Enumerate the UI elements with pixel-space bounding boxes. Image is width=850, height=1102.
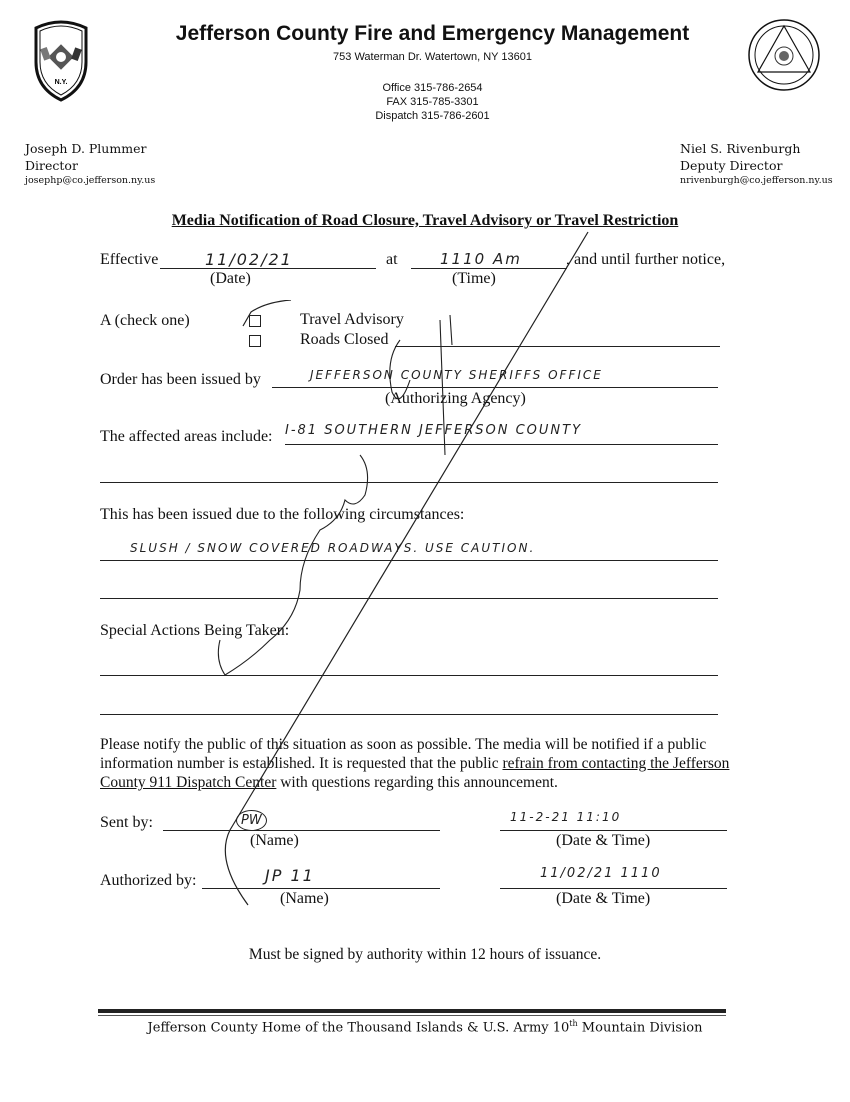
office-phone: Office 315-786-2654 — [382, 82, 483, 94]
form-title: Media Notification of Road Closure, Travel Advisory or Travel Restriction — [171, 212, 679, 229]
deputy-block — [680, 140, 833, 188]
authorized-datetime-field[interactable]: 11/02/21 1110 — [540, 866, 662, 881]
authorized-by-line — [202, 888, 440, 889]
sent-by-label: Sent by: — [100, 814, 153, 831]
issued-by-line — [272, 387, 718, 388]
travel-advisory-checkbox[interactable] — [249, 314, 261, 332]
special-actions-line-2 — [100, 714, 718, 715]
org-address: 753 Waterman Dr. Watertown, NY 13601 — [333, 51, 532, 63]
director-email: josephp@co.jefferson.ny.us — [25, 175, 156, 186]
footer-divider — [98, 1009, 726, 1013]
deputy-email: nrivenburgh@co.jefferson.ny.us — [680, 175, 833, 186]
issued-by-label: Order has been issued by — [100, 371, 261, 388]
authorized-by-label: Authorized by: — [100, 872, 197, 889]
svg-text:N.Y.: N.Y. — [54, 79, 68, 86]
sent-datetime-caption: (Date & Time) — [556, 832, 651, 849]
deputy-title: Deputy Director — [680, 158, 783, 173]
sent-datetime-line — [500, 830, 727, 831]
checkmark-icon — [241, 300, 301, 330]
circumstances-field[interactable]: SLUSH / SNOW COVERED ROADWAYS. USE CAUTION. — [130, 541, 536, 555]
authorized-datetime-line — [500, 888, 727, 889]
effective-label: Effective — [100, 251, 159, 268]
footer-divider-thin — [98, 1015, 726, 1016]
agency-caption: (Authorizing Agency) — [385, 390, 526, 407]
circumstances-line-2 — [100, 598, 718, 599]
notice-underlined: refrain from contacting the Jefferson County 911 Dispatch Center — [100, 755, 730, 791]
roads-closed-checkbox[interactable] — [249, 334, 261, 352]
areas-line — [285, 444, 718, 445]
circumstances-label: This has been issued due to the following circumstances: — [100, 506, 465, 523]
until-text: , and until further notice, — [566, 251, 726, 268]
footer-text-before: Jefferson County Home of the Thousand Islands & U.S. Army 10 — [147, 1020, 570, 1036]
authorized-by-name-caption: (Name) — [280, 890, 329, 907]
circumstances-line — [100, 560, 718, 561]
footer-superscript: th — [569, 1019, 578, 1028]
checkbox-box — [249, 335, 261, 347]
special-actions-line — [100, 675, 718, 676]
director-title: Director — [25, 158, 78, 173]
footer-text — [0, 1019, 850, 1035]
org-name: Jefferson County Fire and Emergency Management — [175, 22, 690, 45]
notice-part-2: with questions regarding this announcement. — [276, 774, 558, 791]
emergency-management-seal-icon — [746, 18, 822, 92]
issued-by-field[interactable]: JEFFERSON COUNTY SHERIFFS OFFICE — [310, 368, 603, 382]
effective-date-field[interactable]: 11/02/21 — [205, 250, 293, 269]
roads-closed-line — [395, 346, 720, 347]
fax-phone: FAX 315-785-3301 — [386, 96, 479, 108]
areas-label: The affected areas include: — [100, 428, 273, 445]
director-block — [25, 140, 155, 188]
authorized-by-field[interactable]: JP 11 — [265, 866, 315, 885]
sent-by-name-caption: (Name) — [250, 832, 299, 849]
dispatch-phone: Dispatch 315-786-2601 — [375, 110, 490, 122]
notice-part-1: Please notify the public of this situation as soon as possible. The media will be notified if a public information number is established. It is requested that the public — [100, 736, 707, 772]
areas-field[interactable]: I-81 SOUTHERN JEFFERSON COUNTY — [285, 423, 583, 438]
travel-advisory-label: Travel Advisory — [300, 311, 404, 328]
footer-note: Must be signed by authority within 12 hours of issuance. — [248, 946, 602, 963]
roads-closed-label: Roads Closed — [300, 331, 389, 348]
effective-time-field[interactable]: 1110 Am — [440, 250, 522, 268]
sent-by-line — [163, 830, 440, 831]
effective-time-line — [411, 268, 567, 269]
areas-line-2 — [100, 482, 718, 483]
time-caption: (Time) — [452, 270, 496, 287]
notice-paragraph — [100, 735, 750, 792]
director-name: Joseph D. Plummer — [25, 141, 147, 156]
authorized-datetime-caption: (Date & Time) — [556, 890, 651, 907]
deputy-name: Niel S. Rivenburgh — [680, 141, 801, 156]
footer-text-after: Mountain Division — [577, 1020, 703, 1036]
at-label: at — [386, 251, 398, 268]
special-actions-label: Special Actions Being Taken: — [100, 622, 290, 639]
check-one-label: A (check one) — [100, 312, 190, 329]
sent-datetime-field[interactable]: 11-2-21 11:10 — [510, 810, 622, 824]
sent-by-field[interactable]: PW — [236, 810, 267, 831]
date-caption: (Date) — [210, 270, 251, 287]
